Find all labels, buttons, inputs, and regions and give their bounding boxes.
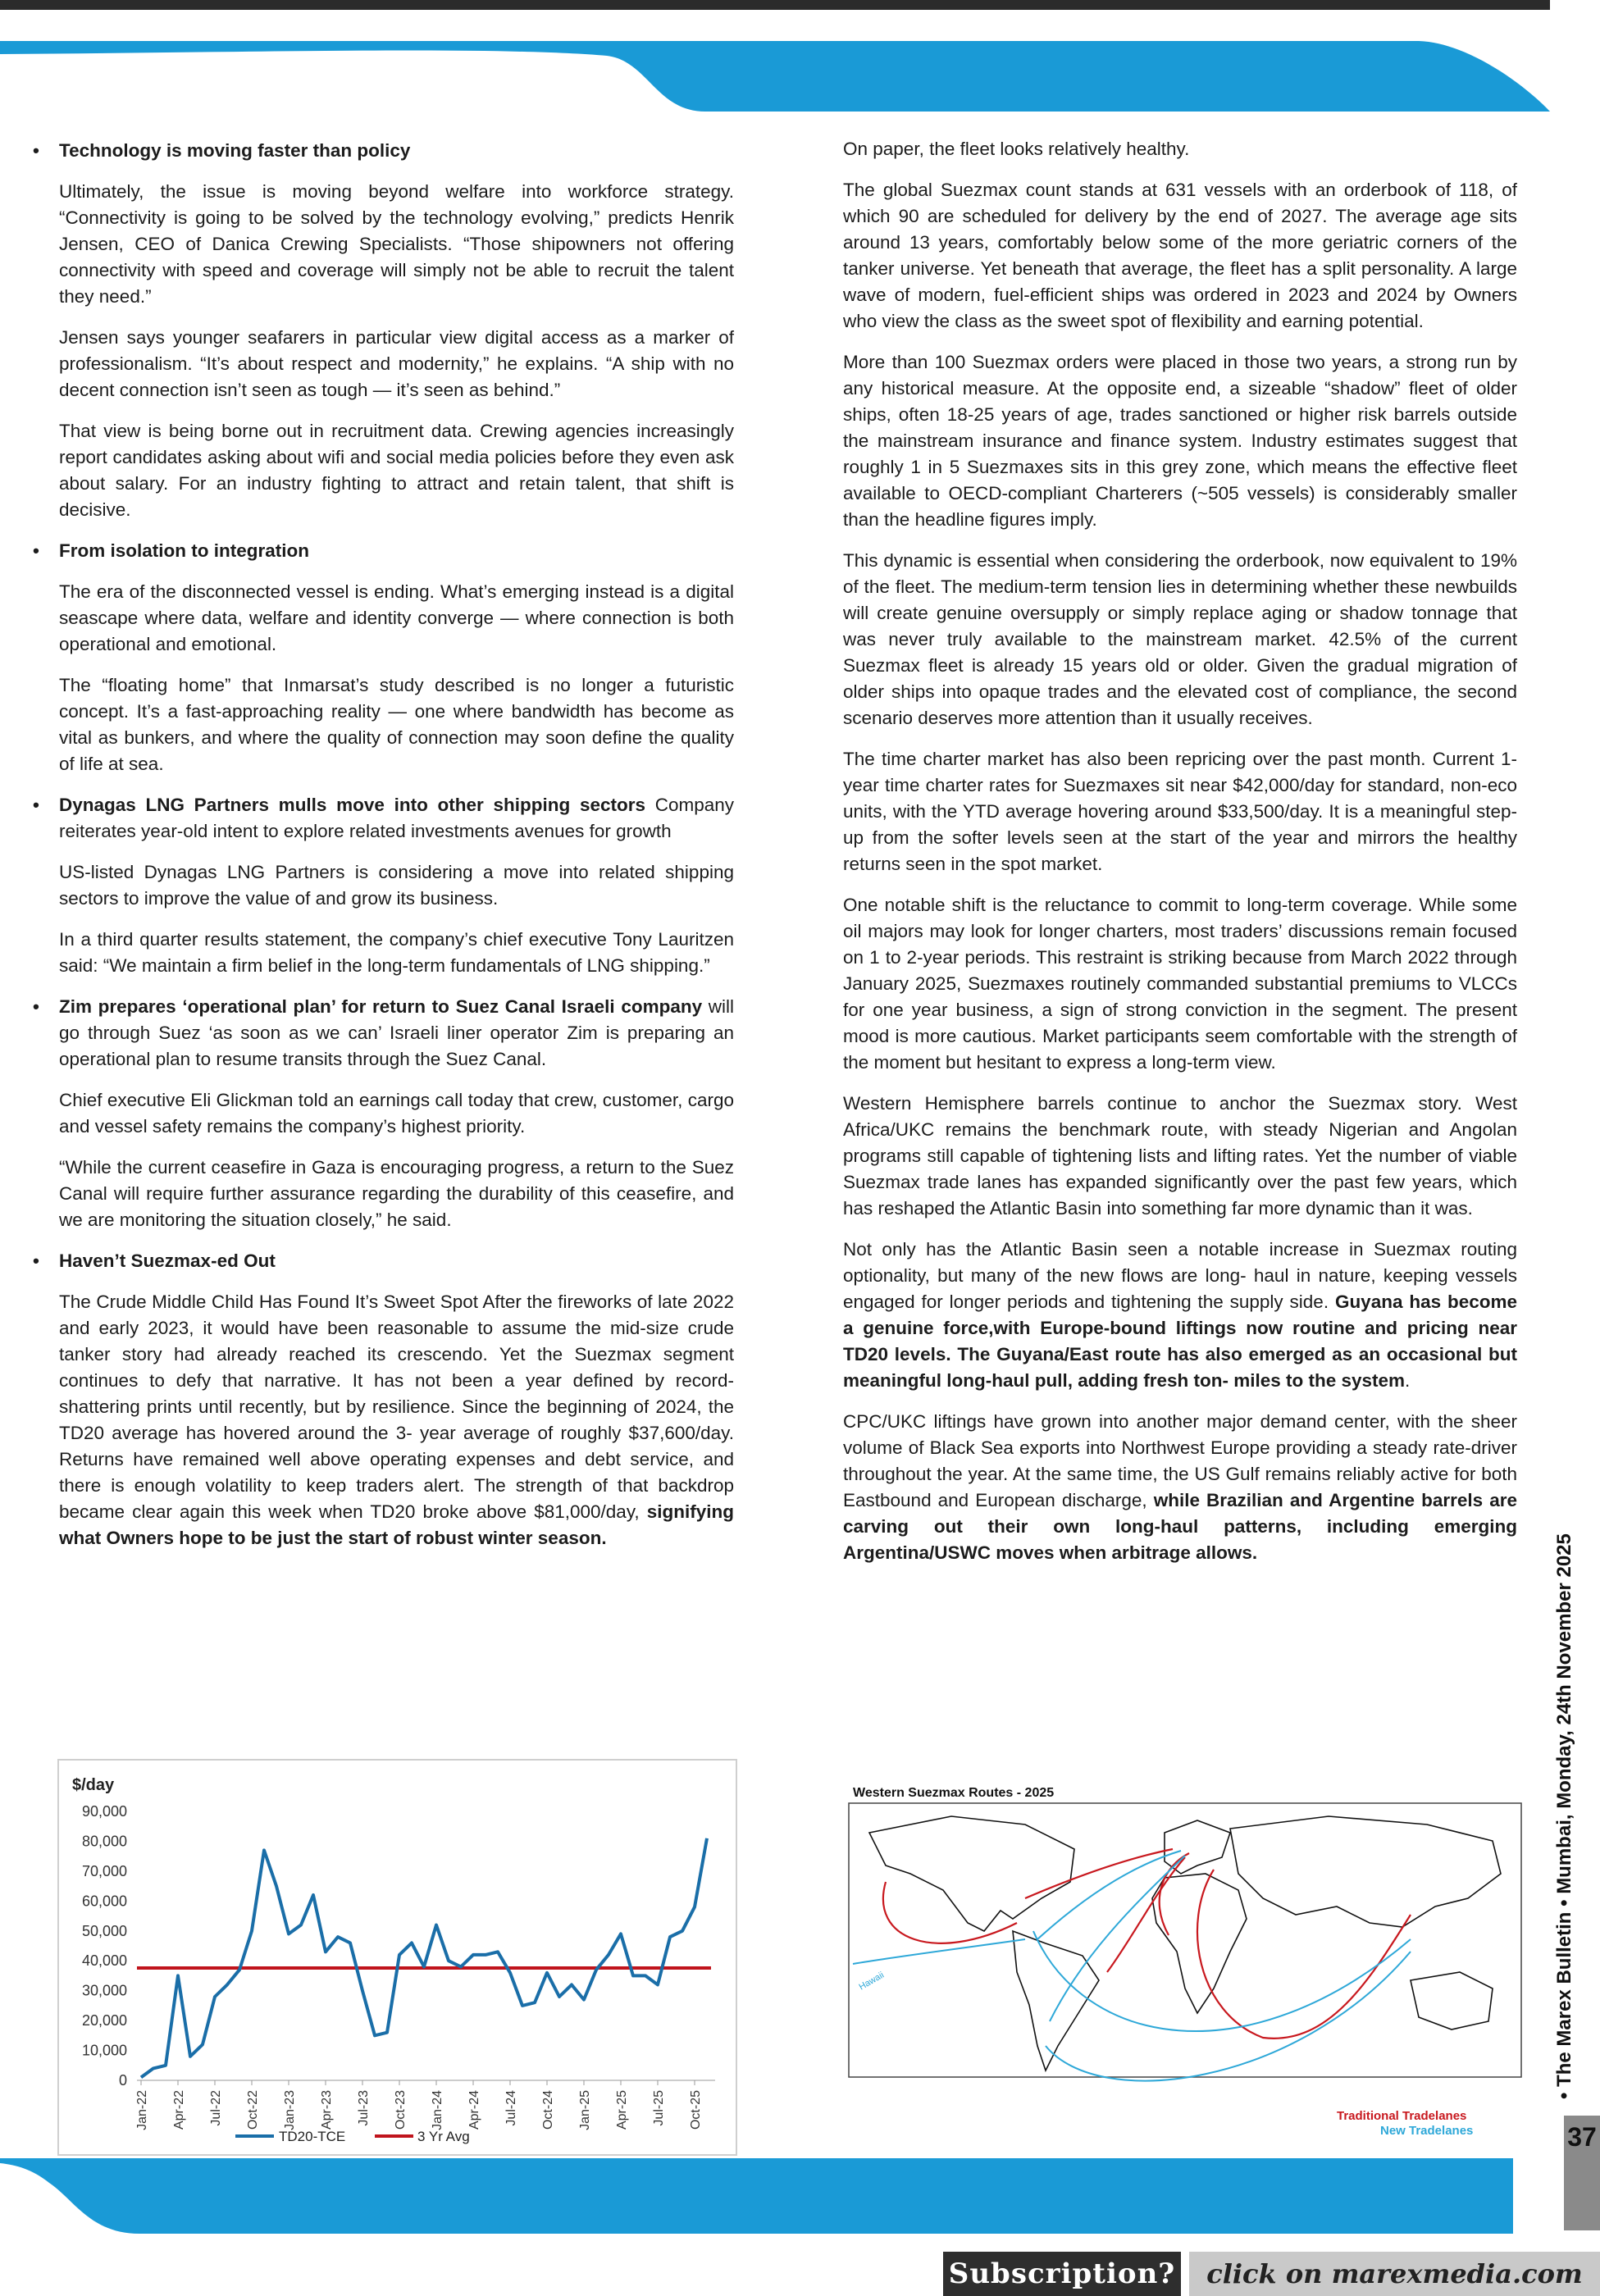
paragraph-text: CPC/UKC liftings have grown into another major demand center, with the sheer volume of Black Sea exports into Northwest Europe providing a steady rate-driver throughout the year. At the same time, the US Gulf remains reliably active for both Eastbound and European discharge, [843, 1411, 1517, 1510]
x-tick-label: Jul-23 [357, 2090, 371, 2126]
x-tick-label: Jul-24 [504, 2090, 518, 2126]
side-text-content: The Marex Bulletin • Mumbai, Monday, 24th November 2025 [1553, 1533, 1575, 2087]
y-tick-label: 40,000 [81, 1952, 127, 1970]
paragraph: On paper, the fleet looks relatively healthy. [843, 139, 1190, 159]
marexmedia-link[interactable]: click on marexmedia.com [1189, 2252, 1600, 2296]
paragraph: The time charter market has also been repricing over the past month. Current 1-year time charter rates for Suezmaxes sit near $42,000/day for standard, non-eco units, with the YTD average hovering around $33,500/day. It is a meaningful step-up from the softer levels seen at the start of the year and mirrors the healthy returns seen in the spot market. [843, 749, 1517, 874]
x-tick-label: Apr-24 [467, 2090, 481, 2130]
bullet-heading: • From isolation to integration [33, 538, 734, 564]
x-tick-label: Oct-25 [689, 2090, 703, 2130]
x-tick-label: Oct-24 [541, 2090, 555, 2130]
x-tick-label: Jan-22 [135, 2090, 149, 2130]
left-column [33, 138, 734, 1566]
paragraph: Western Hemisphere barrels continue to anchor the Suezmax story. West Africa/UKC remains the benchmark route, with steady Nigerian and Angolan programs still capable of tightening lists and lifting rates. Yet the number of viable Suezmax trade lanes has expanded significantly over the past few years, which has reshaped the Atlantic Basin into something far more dynamic than it was. [843, 1093, 1517, 1219]
routes-map [836, 1775, 1529, 2136]
td20-chart [57, 1759, 737, 2156]
series-td20-tce [141, 1838, 707, 2078]
side-text [1553, 1533, 1575, 2099]
paragraph-bold: while Brazilian and Argentine barrels are carving out their own long-haul patterns, including emerging Argentina/USWC moves when arbitrage allows. [843, 1490, 1517, 1563]
y-tick-label: 90,000 [81, 1803, 127, 1820]
x-tick-label: Oct-22 [246, 2090, 260, 2130]
paragraph: Ultimately, the issue is moving beyond welfare into workforce strategy. “Connectivity is going to be solved by the technology evolving,” predicts Henrik Jensen, CEO of Danica Crewing Specialists. “Those shipowners not offering connectivity with speed and coverage will simply not be able to recruit the talent they need.” [59, 181, 734, 307]
paragraph: The era of the disconnected vessel is ending. What’s emerging instead is a digital seascape where data, welfare and identity converge — where connection is both operational and emotional. [59, 581, 734, 654]
legend-new: New Tradelanes [1380, 2124, 1474, 2136]
y-tick-label: 10,000 [81, 2042, 127, 2059]
y-tick-label: 50,000 [81, 1922, 127, 1939]
x-tick-label: Jul-22 [209, 2090, 223, 2126]
x-tick-label: Apr-25 [615, 2090, 629, 2130]
bullet-item [33, 994, 734, 1073]
y-tick-label: 30,000 [81, 1982, 127, 1999]
right-column [843, 136, 1517, 1581]
paragraph: US-listed Dynagas LNG Partners is considering a move into related shipping sectors to improve the value of and grow its business. [59, 862, 734, 909]
side-bullet: • [1553, 2092, 1575, 2099]
hawaii-label: Hawaii [857, 1970, 887, 1993]
top-bar [0, 0, 1550, 10]
paragraph-bold: Guyana has become a genuine force,with Europe-bound liftings now routine and pricing near TD20 levels. The Guyana/East route has also emerged as an occasional but meaningful long-haul pull, adding fresh ton- miles to the system [843, 1292, 1517, 1391]
x-tick-label: Jan-24 [431, 2090, 444, 2130]
bullet-heading: Dynagas LNG Partners mulls move into other shipping sectors [59, 795, 645, 815]
paragraph-bold: signifying what Owners hope to be just the start of robust winter season. [59, 1501, 734, 1548]
paragraph: The “floating home” that Inmarsat’s study described is no longer a futuristic concept. It’s a fast-approaching reality — one where bandwidth has become as vital as bunkers, and where the quality of connection may soon define the quality of life at sea. [59, 675, 734, 774]
map-title: Western Suezmax Routes - 2025 [853, 1786, 1055, 1800]
paragraph: This dynamic is essential when considering the orderbook, now equivalent to 19% of the fleet. The medium-term tension lies in determining whether these newbuilds will create genuine oversupply or simply replace aging or shadow tonnage that was never truly available to the mainstream market. 42.5% of the current Suezmax fleet is already 15 years old or older. Given the gradual migration of older ships into opaque trades and the elevated cost of compliance, the second scenario deserves more attention than it usually receives. [843, 550, 1517, 728]
header-wave [0, 36, 1600, 115]
paragraph: That view is being borne out in recruitment data. Crewing agencies increasingly report candidates asking about wifi and social media policies before they even ask about salary. For an industry fighting to attract and retain talent, that shift is decisive. [59, 421, 734, 520]
y-tick-label: 80,000 [81, 1833, 127, 1850]
bullet-text: will go through Suez ‘as soon as we can’ Israeli liner operator Zim is preparing an operational plan to resume transits through the Suez Canal. [59, 996, 734, 1069]
paragraph-end: . [1405, 1370, 1411, 1391]
paragraph [843, 1409, 1517, 1566]
bullet-text: Company reiterates year-old intent to explore related investments avenues for growth [59, 795, 734, 841]
subscription-button[interactable]: Subscription? [943, 2252, 1181, 2296]
y-tick-label: 0 [118, 2072, 127, 2089]
paragraph: The global Suezmax count stands at 631 vessels with an orderbook of 118, of which 90 are scheduled for delivery by the end of 2027. The average age sits around 13 years, comfortably below some of the more geriatric corners of the tanker universe. Yet beneath that average, the fleet has a split personality. A large wave of modern, fuel-efficient ships was ordered in 2023 and 2024 by Owners who view the class as the sweet spot of flexibility and earning potential. [843, 180, 1517, 331]
chart-canvas [59, 1761, 736, 2154]
paragraph: Chief executive Eli Glickman told an earnings call today that crew, customer, cargo and vessel safety remains the company’s highest priority. [59, 1090, 734, 1137]
bullet-heading: Zim prepares ‘operational plan’ for return to Suez Canal Israeli company [59, 996, 703, 1017]
paragraph [33, 1289, 734, 1551]
legend-td20-label: TD20-TCE [279, 2129, 346, 2144]
x-tick-label: Apr-23 [320, 2090, 334, 2130]
page-number: 37 [1567, 2122, 1597, 2152]
paragraph-text: Not only has the Atlantic Basin seen a notable increase in Suezmax routing optionality, but many of the new flows are long- haul in nature, keeping vessels engaged for longer periods and tightening the supply side. [843, 1239, 1517, 1312]
x-tick-label: Jan-25 [578, 2090, 592, 2130]
y-tick-label: 60,000 [81, 1893, 127, 1910]
footer-wave [0, 2158, 1600, 2240]
bullet-heading: • Technology is moving faster than policy [33, 138, 734, 164]
legend-traditional: Traditional Tradelanes [1337, 2109, 1467, 2123]
x-tick-label: Apr-22 [172, 2090, 186, 2130]
legend-avg-label: 3 Yr Avg [417, 2129, 470, 2144]
y-tick-label: 20,000 [81, 2012, 127, 2029]
paragraph: In a third quarter results statement, the company’s chief executive Tony Lauritzen said: “We maintain a firm belief in the long-term fundamentals of LNG shipping.” [59, 929, 734, 976]
paragraph [843, 1237, 1517, 1394]
paragraph: One notable shift is the reluctance to commit to long-term coverage. While some oil majors may look for longer charters, most traders’ discussions remain focused on 1 to 2-year periods. This restraint is striking because from March 2022 through January 2025, Suezmaxes routinely commanded substantial premiums to VLCCs for one year business, a sign of strong conviction in the segment. The present mood is more cautious. Market participants seem comfortable with the strength of the moment but hesitant to express a long-term view. [843, 895, 1517, 1073]
x-tick-label: Jan-23 [283, 2090, 297, 2130]
paragraph-text: The Crude Middle Child Has Found It’s Sweet Spot After the fireworks of late 2022 and early 2023, it would have been reasonable to assume the mid-size crude tanker story had already reached its crescendo. Yet the Suezmax segment continues to defy that narrative. It has not been a year defined by record- shattering prints until recently, but by resilience. Since the beginning of 2024, the TD20 average has hovered around the 3- year average of roughly $37,600/day. Returns have remained well above operating expenses and debt service, and there is enough volatility to keep traders alert. The strength of that backdrop became clear again this week when TD20 broke above $81,000/day, [59, 1292, 734, 1522]
paragraph: “While the current ceasefire in Gaza is encouraging progress, a return to the Suez Canal will require further assurance regarding the durability of this ceasefire, and we are monitoring the situation closely,” he said. [59, 1157, 734, 1230]
paragraph: Jensen says younger seafarers in particular view digital access as a marker of professionalism. “It’s about respect and modernity,” he explains. “A ship with no decent connection isn’t seen as tough — it’s seen as behind.” [59, 327, 734, 400]
x-tick-label: Jul-25 [652, 2090, 666, 2126]
bullet-heading: • Haven’t Suezmax-ed Out [33, 1248, 734, 1274]
bullet-item [33, 792, 734, 845]
x-tick-label: Oct-23 [394, 2090, 408, 2130]
map-canvas [836, 1775, 1529, 2136]
paragraph: More than 100 Suezmax orders were placed in those two years, a strong run by any historical measure. At the opposite end, a sizeable “shadow” fleet of older ships, often 18-25 years of age, trades sanctioned or higher risk barrels outside the mainstream insurance and finance system. Industry estimates suggest that roughly 1 in 5 Suezmaxes sits in this grey zone, which means the effective fleet available to OECD-compliant Charterers (~505 vessels) is considerably smaller than the headline figures imply. [843, 352, 1517, 530]
y-tick-label: 70,000 [81, 1862, 127, 1879]
y-axis-label: $/day [72, 1776, 115, 1794]
